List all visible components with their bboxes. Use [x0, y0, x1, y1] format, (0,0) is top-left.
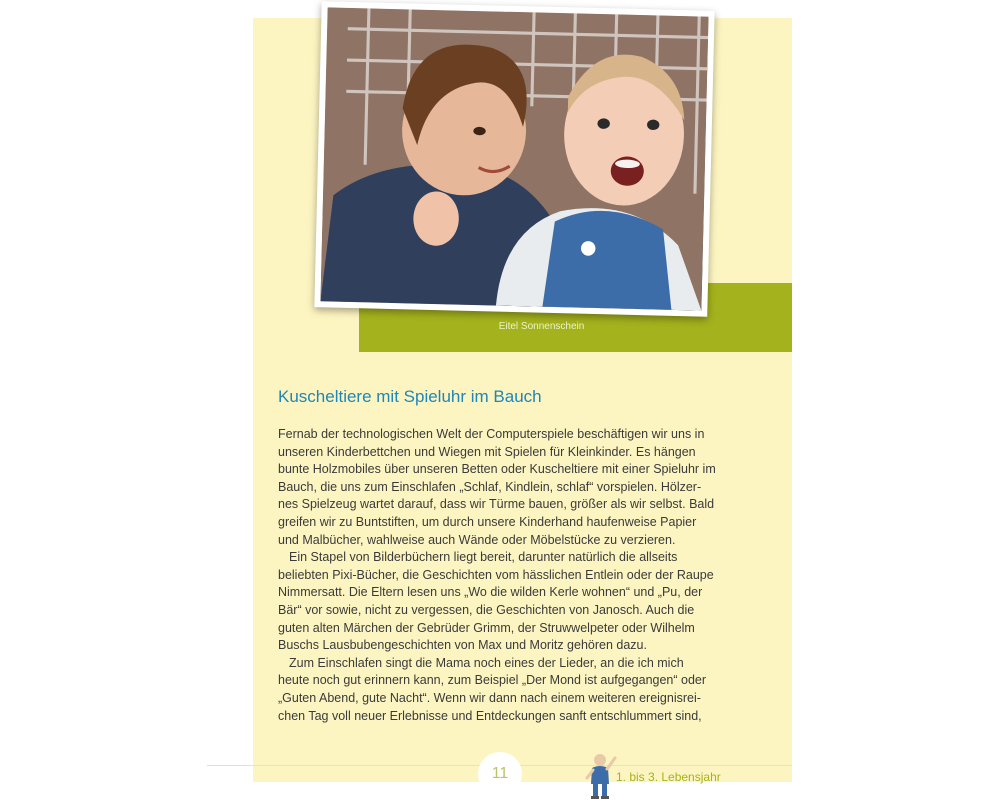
photo-credit: Eitel Sonnenschein	[498, 321, 585, 332]
text-line: Fernab der technologischen Welt der Computerspiele beschäftigen wir uns in	[278, 427, 705, 441]
text-line: Zum Einschlafen singt die Mama noch eines der Lieder, an die ich mich	[289, 655, 684, 670]
article-heading: Kuscheltiere mit Spieluhr im Bauch	[278, 387, 542, 406]
text-line: Bauch, die uns zum Einschlafen „Schlaf, Kindlein, schlaf“ vorspielen. Hölzer-	[278, 479, 702, 494]
text-line: Nimmersatt. Die Eltern lesen uns „Wo die wilden Kerle wohnen“ und „Pu, der	[278, 585, 703, 600]
text-line: beliebten Pixi-Bücher, die Geschichten vom hässlichen Entlein oder der Raupe	[278, 567, 714, 582]
text-line: und Malbücher, wahlweise auch Wände oder Möbelstücke zu verzieren.	[278, 532, 676, 547]
text-line: Ein Stapel von Bilderbüchern liegt bereit, darunter natürlich die allseits	[289, 550, 678, 565]
text-line: greifen wir zu Buntstiften, um durch unsere Kinderhand haufenweise Papier	[278, 514, 697, 529]
paragraph-1	[278, 426, 768, 549]
paragraph-2	[278, 549, 768, 655]
text-line: nes Spielzeug wartet darauf, dass wir Türme bauen, größer als wir selbst. Bald	[278, 497, 715, 512]
text-line: guten alten Märchen der Gebrüder Grimm, der Struwwelpeter oder Wilhelm	[278, 620, 695, 635]
text-line: „Guten Abend, gute Nacht“. Wenn wir dann nach einem weiteren ereignisrei-	[278, 690, 701, 705]
footer-section-label: 1. bis 3. Lebensjahr	[616, 770, 721, 784]
text-line: unseren Kinderbettchen und Wiegen mit Spielen für Kleinkinder. Es hängen	[278, 444, 696, 459]
text-line: Bär“ vor sowie, nicht zu vergessen, die Geschichten von Janosch. Auch die	[278, 602, 695, 617]
text-line: Buschs Lausbubengeschichten von Max und Moritz gehören dazu.	[278, 638, 647, 653]
article-body	[278, 426, 768, 725]
children-photo-illustration	[320, 7, 708, 310]
photo-frame	[314, 1, 714, 317]
text-line: chen Tag voll neuer Erlebnisse und Entdeckungen sanft entschlummert sind,	[278, 708, 702, 723]
paragraph-3	[278, 655, 768, 725]
text-line: bunte Holzmobiles über unseren Betten oder Kuscheltiere mit einer Spieluhr im	[278, 462, 716, 477]
page-number: 11	[478, 752, 522, 796]
children-photo	[320, 7, 708, 310]
text-line: heute noch gut erinnern kann, zum Beispiel „Der Mond ist aufgegangen“ oder	[278, 673, 707, 688]
toddler-icon	[583, 752, 617, 800]
